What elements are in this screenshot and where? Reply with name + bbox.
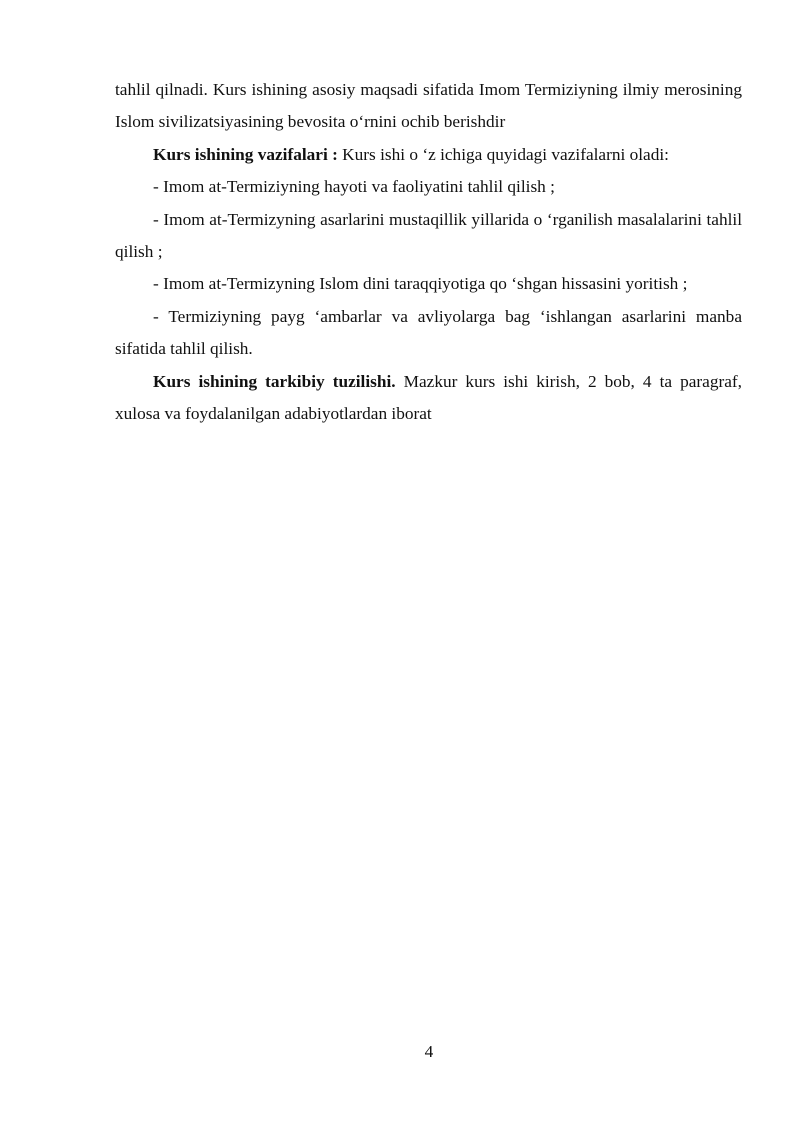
tasks-intro-text: Kurs ishi o ‘z ichiga quyidagi vazifalarni oladi:: [337, 144, 669, 164]
paragraph-structure: [115, 366, 742, 431]
task-item-3-text: - Imom at-Termizyning Islom dini taraqqiyotiga qo ‘shgan hissasini yoritish ;: [153, 274, 688, 294]
paragraph-tasks: [115, 139, 742, 171]
tasks-heading: Kurs ishining vazifalari :: [153, 144, 338, 164]
task-item-4-text: - Termiziyning payg ‘ambarlar va avliyolarga bag ‘ishlangan asarlarini manba sifatida tahlil qilish.: [115, 306, 742, 359]
structure-text: Mazkur kurs ishi kirish, 2 bob, 4 ta paragraf, xulosa va foydalanilgan adabiyotlardan iborat: [115, 371, 742, 424]
task-item-4: [115, 301, 742, 366]
task-item-1-text: - Imom at-Termiziyning hayoti va faoliyatini tahlil qilish ;: [153, 177, 555, 197]
task-item-2: [115, 204, 742, 269]
body-text: [115, 74, 742, 430]
paragraph-intro: [115, 74, 742, 139]
task-item-2-text: - Imom at-Termizyning asarlarini mustaqillik yillarida o ‘rganilish masalalarini tahlil qilish ;: [115, 209, 742, 262]
page-number: 4: [424, 1042, 434, 1061]
structure-heading: Kurs ishining tarkibiy tuzilishi.: [153, 371, 396, 391]
task-item-3: [115, 268, 742, 300]
paragraph-intro-text: tahlil qilnadi. Kurs ishining asosiy maqsadi sifatida Imom Termiziyning ilmiy merosining Islom sivilizatsiyasining bevosita o‘rnini ochib berishdir: [115, 80, 742, 132]
task-item-1: [115, 171, 742, 203]
